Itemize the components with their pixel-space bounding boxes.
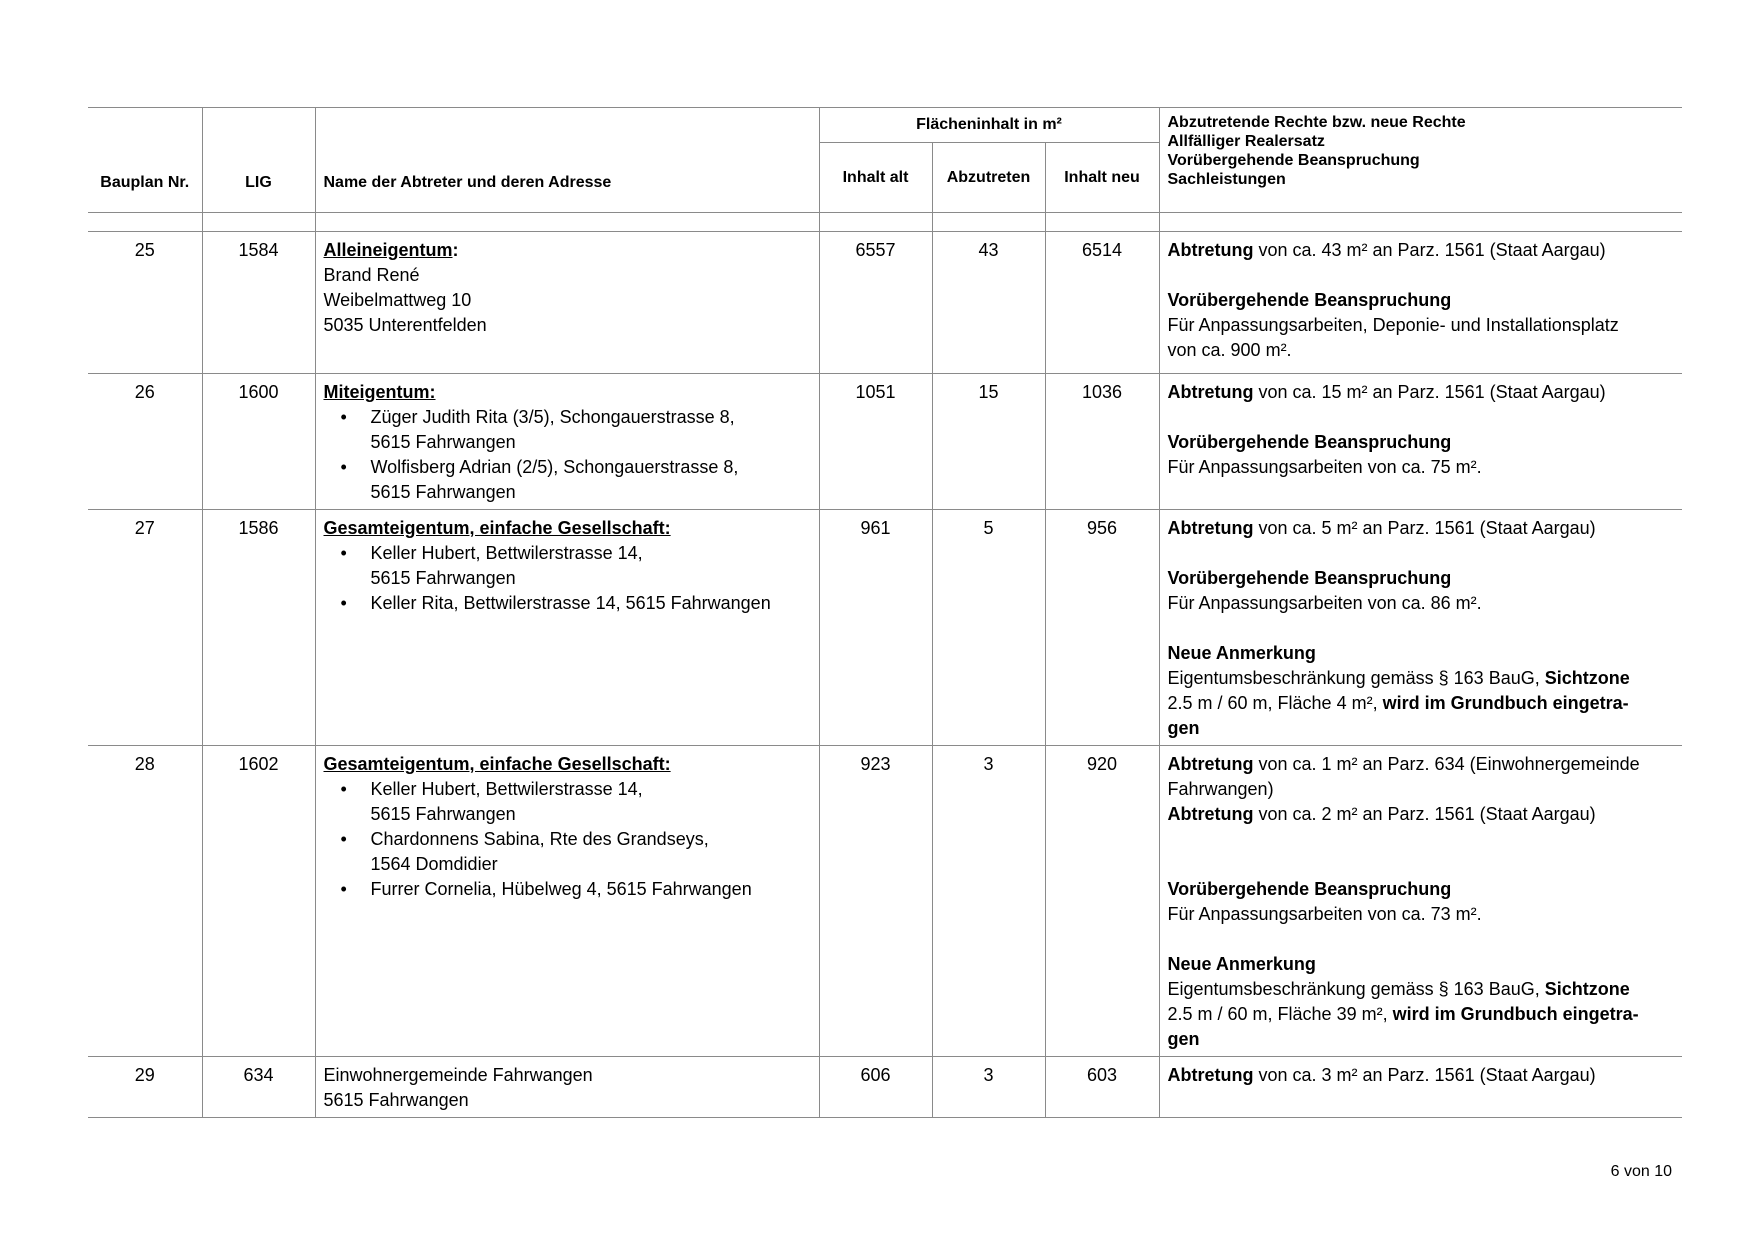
cell-abzutreten: 3: [932, 746, 1045, 1057]
table-row: [88, 232, 1682, 374]
header-bauplan: Bauplan Nr.: [88, 108, 202, 213]
abtretung-label: Abtretung: [1167, 518, 1254, 538]
na-label: Neue Anmerkung: [1167, 954, 1316, 974]
list-item: • Keller Rita, Bettwilerstrasse 14, 5615 Fahrwangen: [324, 591, 811, 616]
cell-rights: Abtretung von ca. 1 m² an Parz. 634 (Einwohnergemeinde Fahrwangen) Abtretung von ca. 2 m² an Parz. 1561 (Staat Aargau) Vorübergehende Beanspruchung Für Anpassungsarbeiten von ca. 73 m². Neue Anmerkung Eigentumsbeschränkung gemäss § 163 BauG, Sichtzone 2.5 m / 60 m, Fläche 39 m², wird im Grundbuch eingetra- gen: [1159, 746, 1682, 1057]
cell-bauplan: 29: [88, 1057, 202, 1118]
cell-abzutreten: 15: [932, 374, 1045, 510]
owner-line: 5615 Fahrwangen: [323, 1090, 469, 1110]
vb-label: Vorübergehende Beanspruchung: [1167, 879, 1452, 899]
vb-text: Für Anpassungsarbeiten von ca. 75 m².: [1167, 457, 1482, 477]
cell-lig: 634: [202, 1057, 315, 1118]
cell-lig: 1586: [202, 510, 315, 746]
table-header: [88, 108, 1682, 213]
abtretung-text: von ca. 5 m² an Parz. 1561 (Staat Aargau): [1253, 518, 1596, 538]
header-rights-line: Allfälliger Realersatz: [1167, 133, 1325, 150]
abtretung-text: von ca. 3 m² an Parz. 1561 (Staat Aargau): [1253, 1065, 1596, 1085]
cell-abzutreten: 43: [932, 232, 1045, 374]
cell-inhalt-alt: 961: [819, 510, 932, 746]
cell-owner: [315, 510, 819, 746]
cell-inhalt-neu: 1036: [1045, 374, 1159, 510]
abtretung-text: von ca. 43 m² an Parz. 1561 (Staat Aargau): [1253, 240, 1606, 260]
owner-list: [324, 777, 811, 902]
owner-line: Weibelmattweg 10: [323, 290, 472, 310]
cell-owner: [315, 232, 819, 374]
cell-inhalt-neu: 6514: [1045, 232, 1159, 374]
vb-text: Für Anpassungsarbeiten von ca. 86 m².: [1167, 593, 1482, 613]
owner-line: 5035 Unterentfelden: [323, 315, 487, 335]
abtretung-label: Abtretung: [1167, 382, 1254, 402]
cell-lig: 1584: [202, 232, 315, 374]
header-abzutreten: Abzutreten: [932, 143, 1045, 213]
list-item: • Keller Hubert, Bettwilerstrasse 14, 5615 Fahrwangen: [324, 777, 811, 827]
cell-rights: [1159, 374, 1682, 510]
abtretung-label: Abtretung: [1167, 804, 1254, 824]
list-item: • Chardonnens Sabina, Rte des Grandseys, 1564 Domdidier: [324, 827, 811, 877]
abtretung-label: Abtretung: [1167, 240, 1254, 260]
cell-inhalt-alt: 923: [819, 746, 932, 1057]
document-sheet: [88, 107, 1682, 1118]
header-inhalt-alt: Inhalt alt: [819, 143, 932, 213]
vb-text: von ca. 900 m².: [1167, 340, 1292, 360]
abtretung-text: von ca. 15 m² an Parz. 1561 (Staat Aargau): [1253, 382, 1606, 402]
cell-bauplan: 28: [88, 746, 202, 1057]
owner-line: Brand René: [323, 265, 420, 285]
abtretung-label: Abtretung: [1167, 1065, 1254, 1085]
list-item: • Wolfisberg Adrian (2/5), Schongauerstrasse 8, 5615 Fahrwangen: [324, 455, 811, 505]
cell-owner: [315, 1057, 819, 1118]
cell-rights: [1159, 232, 1682, 374]
list-item: • Furrer Cornelia, Hübelweg 4, 5615 Fahrwangen: [324, 877, 811, 902]
page-number: 6 von 10: [1610, 1163, 1672, 1180]
cell-lig: 1602: [202, 746, 315, 1057]
na-label: Neue Anmerkung: [1167, 643, 1316, 663]
header-lig: LIG: [202, 108, 315, 213]
table-row: [88, 510, 1682, 746]
vb-label: Vorübergehende Beanspruchung: [1167, 432, 1452, 452]
cell-inhalt-alt: 1051: [819, 374, 932, 510]
cell-bauplan: 26: [88, 374, 202, 510]
abtretung-text-cont: Fahrwangen): [1167, 779, 1274, 799]
cell-rights: [1159, 1057, 1682, 1118]
cell-abzutreten: 5: [932, 510, 1045, 746]
cell-rights: Abtretung von ca. 5 m² an Parz. 1561 (Staat Aargau) Vorübergehende Beanspruchung Für Anpassungsarbeiten von ca. 86 m². Neue Anmerkung Eigentumsbeschränkung gemäss § 163 BauG, Sichtzone 2.5 m / 60 m, Fläche 4 m², wird im Grundbuch eingetra- gen: [1159, 510, 1682, 746]
vb-text: Für Anpassungsarbeiten, Deponie- und Installationsplatz: [1167, 315, 1619, 335]
vb-label: Vorübergehende Beanspruchung: [1167, 290, 1452, 310]
owner-list: [324, 405, 811, 505]
cell-inhalt-neu: 920: [1045, 746, 1159, 1057]
owner-line: Einwohnergemeinde Fahrwangen: [323, 1065, 593, 1085]
owner-type: Gesamteigentum, einfache Gesellschaft:: [323, 754, 671, 774]
cell-owner: [315, 374, 819, 510]
header-rights-line: Sachleistungen: [1167, 171, 1286, 188]
owner-list: [324, 541, 811, 616]
header-spacer: [88, 213, 1682, 232]
header-flaeche-group: Flächeninhalt in m²: [819, 108, 1159, 143]
cell-bauplan: 27: [88, 510, 202, 746]
owner-type-colon: :: [452, 240, 459, 260]
owner-type: Alleineigentum: [323, 240, 453, 260]
abtretung-label: Abtretung: [1167, 754, 1254, 774]
list-item: • Züger Judith Rita (3/5), Schongauerstrasse 8, 5615 Fahrwangen: [324, 405, 811, 455]
cell-inhalt-neu: 956: [1045, 510, 1159, 746]
table-row: [88, 374, 1682, 510]
header-inhalt-neu: Inhalt neu: [1045, 143, 1159, 213]
header-name: Name der Abtreter und deren Adresse: [315, 108, 819, 213]
cell-bauplan: 25: [88, 232, 202, 374]
header-rights: [1159, 108, 1682, 213]
vb-text: Für Anpassungsarbeiten von ca. 73 m².: [1167, 904, 1482, 924]
abtretung-text: von ca. 2 m² an Parz. 1561 (Staat Aargau): [1253, 804, 1596, 824]
list-item: • Keller Hubert, Bettwilerstrasse 14, 5615 Fahrwangen: [324, 541, 811, 591]
table-row: [88, 746, 1682, 1057]
property-table: [88, 107, 1682, 1118]
header-rights-line: Vorübergehende Beanspruchung: [1167, 152, 1420, 169]
vb-label: Vorübergehende Beanspruchung: [1167, 568, 1452, 588]
cell-abzutreten: 3: [932, 1057, 1045, 1118]
owner-type: Gesamteigentum, einfache Gesellschaft:: [323, 518, 671, 538]
cell-inhalt-alt: 606: [819, 1057, 932, 1118]
owner-type: Miteigentum:: [323, 382, 436, 402]
header-rights-line: Abzutretende Rechte bzw. neue Rechte: [1167, 114, 1466, 131]
cell-lig: 1600: [202, 374, 315, 510]
cell-inhalt-alt: 6557: [819, 232, 932, 374]
abtretung-text: von ca. 1 m² an Parz. 634 (Einwohnergemeinde: [1253, 754, 1640, 774]
cell-owner: [315, 746, 819, 1057]
cell-inhalt-neu: 603: [1045, 1057, 1159, 1118]
table-row: [88, 1057, 1682, 1118]
